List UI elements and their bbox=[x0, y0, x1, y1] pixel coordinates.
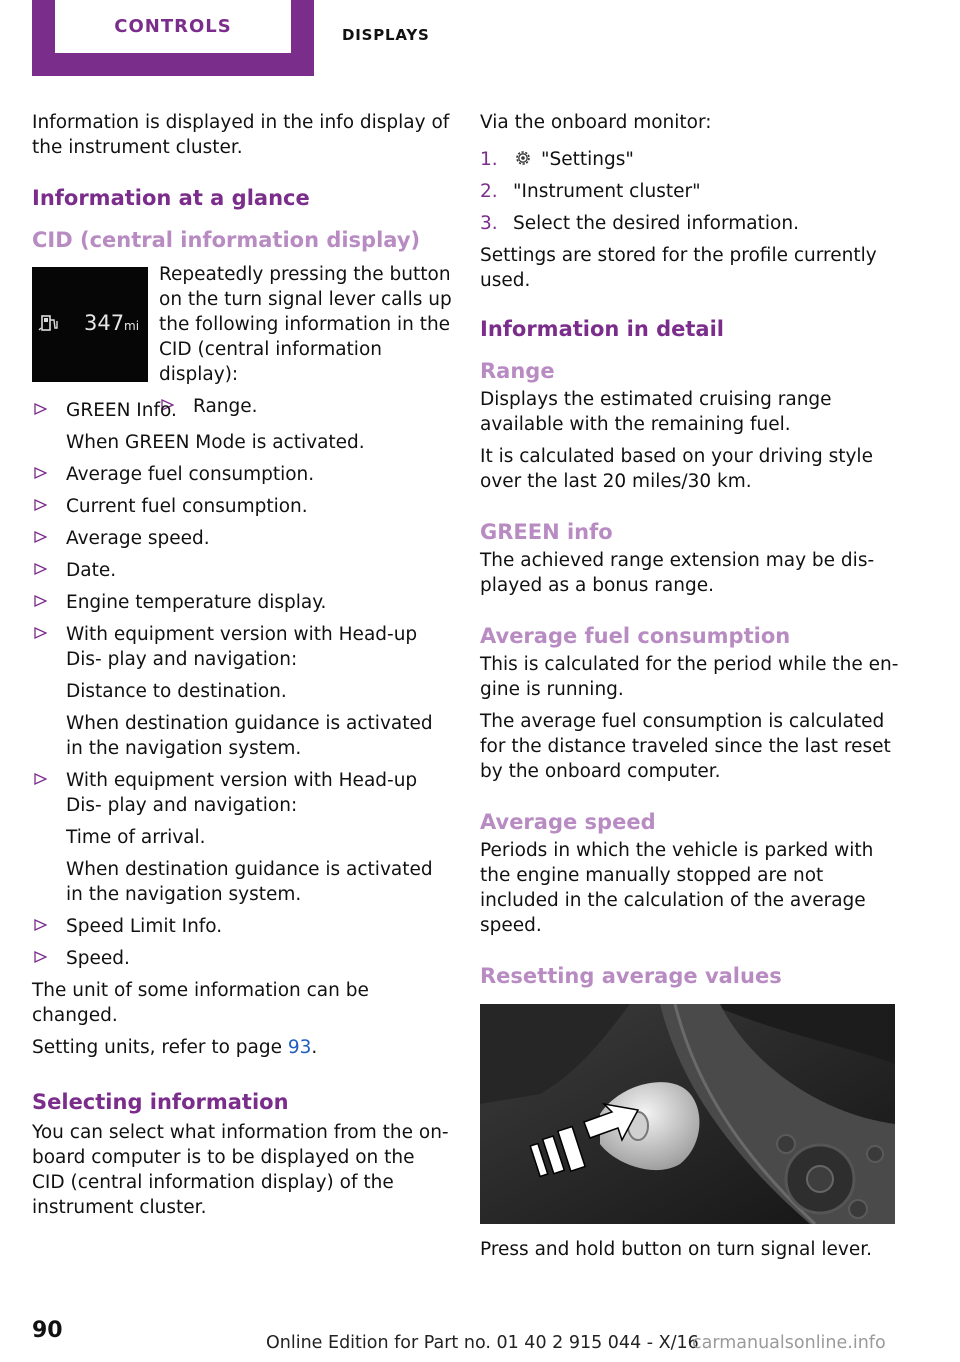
list-item bbox=[32, 558, 450, 583]
list-item bbox=[32, 590, 450, 615]
heading-information-in-detail: Information in detail bbox=[480, 317, 725, 341]
heading-selecting-information: Selecting information bbox=[32, 1090, 289, 1114]
heading-average-speed: Average speed bbox=[480, 810, 656, 834]
chapter-tab-controls bbox=[32, 0, 314, 76]
via-onboard-monitor: Via the onboard monitor: bbox=[480, 112, 712, 133]
list-item bbox=[32, 914, 450, 939]
bullet-triangle-icon bbox=[34, 627, 47, 639]
page-number: 90 bbox=[32, 1318, 63, 1343]
bullet-subtext: Distance to destination. bbox=[66, 681, 287, 702]
list-item bbox=[32, 526, 450, 551]
bullet-text: Date. bbox=[66, 560, 117, 581]
turn-signal-lever-photo bbox=[480, 1004, 895, 1224]
bullet-triangle-icon bbox=[34, 531, 47, 543]
bullet-triangle-icon bbox=[34, 467, 47, 479]
step-number: 2. bbox=[480, 181, 498, 202]
avgfuel-paragraph-1: This is calculated for the period while the en‐ gine is running. bbox=[480, 654, 899, 700]
units-note: The unit of some information can be changed. bbox=[32, 980, 369, 1026]
list-item bbox=[32, 946, 450, 971]
bullet-text: Current fuel consumption. bbox=[66, 496, 308, 517]
bullet-text: Speed. bbox=[66, 948, 130, 969]
bullet-triangle-icon bbox=[34, 595, 47, 607]
units-reference-end: . bbox=[311, 1037, 318, 1058]
step-text: "Settings" bbox=[541, 149, 634, 170]
list-item bbox=[32, 462, 450, 487]
step-item bbox=[480, 211, 900, 236]
heading-resetting-average: Resetting average values bbox=[480, 964, 782, 988]
step-item bbox=[480, 179, 900, 204]
heading-cid: CID (central information display) bbox=[32, 228, 421, 252]
step-text: Select the desired information. bbox=[513, 213, 799, 234]
bullet-text: Range. bbox=[193, 396, 258, 417]
cid-display-image bbox=[32, 267, 148, 382]
page-93-link[interactable]: 93 bbox=[287, 1037, 312, 1058]
settings-steps bbox=[480, 147, 900, 236]
bullet-subtext: When GREEN Mode is activated. bbox=[66, 432, 365, 453]
green-paragraph: The achieved range extension may be dis‐ played as a bonus range. bbox=[480, 550, 875, 596]
avgspeed-paragraph: Periods in which the vehicle is parked with the engine manually stopped are not included in the calculation of the average speed. bbox=[480, 840, 874, 936]
bullet-triangle-icon bbox=[34, 919, 47, 931]
cid-range-value: 347 bbox=[84, 311, 125, 335]
selecting-paragraph: You can select what information from the on‐ board computer is to be displayed on the CID (central information display) of the instrument cluster. bbox=[32, 1122, 449, 1218]
bullet-triangle-icon bbox=[34, 773, 47, 785]
list-item bbox=[32, 494, 450, 519]
bullet-triangle-icon bbox=[34, 951, 47, 963]
gear-icon bbox=[513, 148, 533, 168]
heading-average-fuel: Average fuel consumption bbox=[480, 624, 791, 648]
bullet-text: With equipment version with Head-up Dis‐ play and navigation: bbox=[66, 770, 418, 816]
step-item bbox=[480, 147, 900, 172]
section-tab-displays: DISPLAYS bbox=[342, 26, 430, 44]
left-column bbox=[32, 110, 450, 1227]
range-paragraph-1: Displays the estimated cruising range available with the remaining fuel. bbox=[480, 389, 832, 435]
turn-signal-lever-illustration bbox=[480, 1004, 895, 1224]
chapter-tab-controls-label: CONTROLS bbox=[114, 16, 232, 37]
list-item bbox=[32, 622, 450, 761]
cid-info-bullet-list bbox=[32, 398, 450, 971]
avgfuel-paragraph-2: The average fuel consumption is calculated for the distance traveled since the last reset by the onboard computer. bbox=[480, 711, 891, 782]
bullet-triangle-icon bbox=[34, 499, 47, 511]
edition-footer: Online Edition for Part no. 01 40 2 915 044 - X/16 bbox=[266, 1333, 699, 1353]
range-paragraph-2: It is calculated based on your driving style over the last 20 miles/30 km. bbox=[480, 446, 873, 492]
bullet-text: Speed Limit Info. bbox=[66, 916, 223, 937]
right-column bbox=[480, 110, 900, 1269]
heading-green-info: GREEN info bbox=[480, 520, 613, 544]
bullet-text: Average speed. bbox=[66, 528, 210, 549]
bullet-subtext: When destination guidance is activated in the navigation system. bbox=[66, 859, 433, 905]
bullet-text: GREEN Info. bbox=[66, 400, 177, 421]
units-reference-text: Setting units, refer to page bbox=[32, 1037, 288, 1058]
photo-caption: Press and hold button on turn signal lever. bbox=[480, 1239, 872, 1260]
chapter-tab-controls-inner bbox=[55, 0, 291, 53]
bullet-text: Engine temperature display. bbox=[66, 592, 327, 613]
bullet-triangle-icon bbox=[34, 403, 47, 415]
bullet-subtext: When destination guidance is activated in the navigation system. bbox=[66, 713, 433, 759]
step-text: "Instrument cluster" bbox=[513, 181, 701, 202]
bullet-text: With equipment version with Head-up Dis‐ play and navigation: bbox=[66, 624, 418, 670]
cid-range-unit: mi bbox=[124, 319, 140, 333]
cid-description-text: Repeatedly pressing the button on the turn signal lever calls up the following information in the CID (central information display): bbox=[159, 264, 452, 385]
settings-stored-note: Settings are stored for the profile currently used. bbox=[480, 245, 877, 291]
bullet-subtext: Time of arrival. bbox=[66, 827, 206, 848]
step-number: 1. bbox=[480, 149, 498, 170]
list-item bbox=[32, 768, 450, 907]
bullet-text: Average fuel consumption. bbox=[66, 464, 315, 485]
bullet-triangle-icon bbox=[34, 563, 47, 575]
step-number: 3. bbox=[480, 213, 498, 234]
units-reference bbox=[32, 1035, 450, 1060]
intro-paragraph: Information is displayed in the info display of the instrument cluster. bbox=[32, 112, 450, 158]
watermark: carmanualsonline.info bbox=[692, 1333, 886, 1353]
fuel-pump-icon bbox=[38, 313, 60, 333]
heading-information-at-a-glance: Information at a glance bbox=[32, 186, 310, 210]
list-item bbox=[32, 398, 450, 455]
heading-range: Range bbox=[480, 359, 555, 383]
